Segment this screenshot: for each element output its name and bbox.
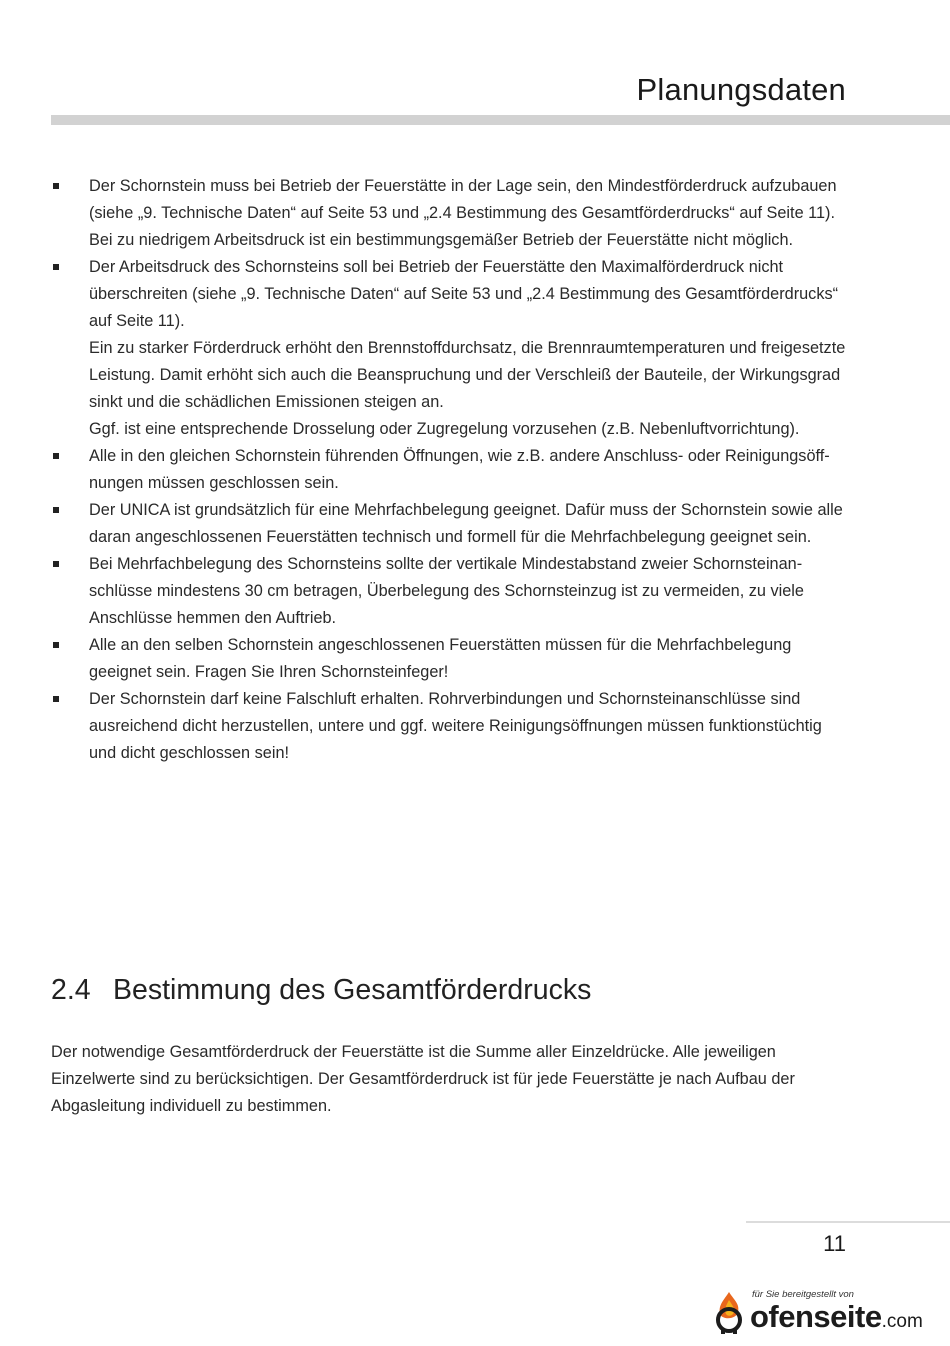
list-item [51, 443, 851, 497]
list-item-text: Alle in den gleichen Schornstein führenden Öffnungen, wie z.B. andere Anschluss- oder Reinigungsöffnungen müssen geschlossen sein. [89, 447, 830, 492]
bullet-square-icon [53, 264, 59, 270]
list-item-text: Ggf. ist eine entsprechende Drosselung oder Zugregelung vorzusehen (z.B. Nebenluftvorrichtung). [89, 420, 800, 438]
logo-wordmark [750, 1299, 923, 1335]
bullet-square-icon [53, 507, 59, 513]
list-item [51, 686, 851, 767]
bullet-square-icon [53, 642, 59, 648]
list-item [51, 632, 851, 686]
section-body-text: Der notwendige Gesamtförderdruck der Feuerstätte ist die Summe aller Einzeldrücke. Alle jeweiligen Einzelwerte sind zu berücksichtigen. Der Gesamtförderdruck ist für jede Feuerstätte je nach Aufbau der Abgasleitung individuell zu bestimmen. [51, 1043, 795, 1115]
list-item-text: Ein zu starker Förderdruck erhöht den Brennstoffdurchsatz, die Brennraumtemperaturen und freigesetzte Leistung. Damit erhöht sich auch die Beanspruchung und der Verschleiß der Bauteile, der Wirkungsgrad sinkt und die schädlichen Emissionen steigen an. [89, 339, 846, 411]
bullet-square-icon [53, 453, 59, 459]
list-item [51, 551, 851, 632]
ofenseite-logo[interactable] [712, 1287, 944, 1337]
logo-tld: .com [881, 1311, 923, 1332]
logo-tagline: für Sie bereitgestellt von [752, 1289, 854, 1300]
list-item [51, 497, 851, 551]
bullet-square-icon [53, 183, 59, 189]
requirements-list [51, 173, 851, 767]
bullet-square-icon [53, 561, 59, 567]
list-item [51, 254, 851, 443]
section-heading [51, 974, 591, 1007]
section-number: 2.4 [51, 974, 91, 1006]
list-item-text: Der Schornstein muss bei Betrieb der Feuerstätte in der Lage sein, den Mindestförderdruck aufzubauen (siehe „9. Technische Daten“ auf Seite 53 und „2.4 Bestimmung des Gesamtförderdrucks“ auf Seite 11). [89, 177, 837, 222]
flame-logo-icon [712, 1290, 746, 1334]
bullet-square-icon [53, 696, 59, 702]
list-item [51, 173, 851, 254]
footer-divider [746, 1221, 950, 1223]
list-item-text: Bei Mehrfachbelegung des Schornsteins sollte der vertikale Mindestabstand zweier Schornsteinanschlüsse mindestens 30 cm betragen, Überbelegung des Schornsteinzug ist zu vermeiden, zu viele Anschlüsse hemmen den Auftrieb. [89, 555, 804, 627]
list-item-text: Der Schornstein darf keine Falschluft erhalten. Rohrverbindungen und Schornsteinanschlüsse sind ausreichend dicht herzustellen, untere und ggf. weitere Reinigungsöffnungen müssen funktionstüchtig und dicht geschlossen sein! [89, 690, 822, 762]
section-title: Bestimmung des Gesamtförderdrucks [113, 974, 592, 1006]
page-number: 11 [823, 1231, 846, 1256]
page-header-title: Planungsdaten [636, 72, 846, 107]
header-divider [51, 115, 950, 125]
list-item-text: Der Arbeitsdruck des Schornsteins soll bei Betrieb der Feuerstätte den Maximalförderdruck nicht überschreiten (siehe „9. Technische Daten“ auf Seite 53 und „2.4 Bestimmung des Gesamtförderdrucks“ auf Seite 11). [89, 258, 839, 330]
logo-name: ofenseite [750, 1299, 882, 1334]
list-item-text: Alle an den selben Schornstein angeschlossenen Feuerstätten müssen für die Mehrfachbelegung geeignet sein. Fragen Sie Ihren Schornsteinfeger! [89, 636, 792, 681]
list-item-text: Bei zu niedrigem Arbeitsdruck ist ein bestimmungsgemäßer Betrieb der Feuerstätte nicht möglich. [89, 231, 794, 249]
list-item-text: Der UNICA ist grundsätzlich für eine Mehrfachbelegung geeignet. Dafür muss der Schornstein sowie alle daran angeschlossenen Feuerstätten technisch und formell für die Mehrfachbelegung geeignet sein. [89, 501, 843, 546]
